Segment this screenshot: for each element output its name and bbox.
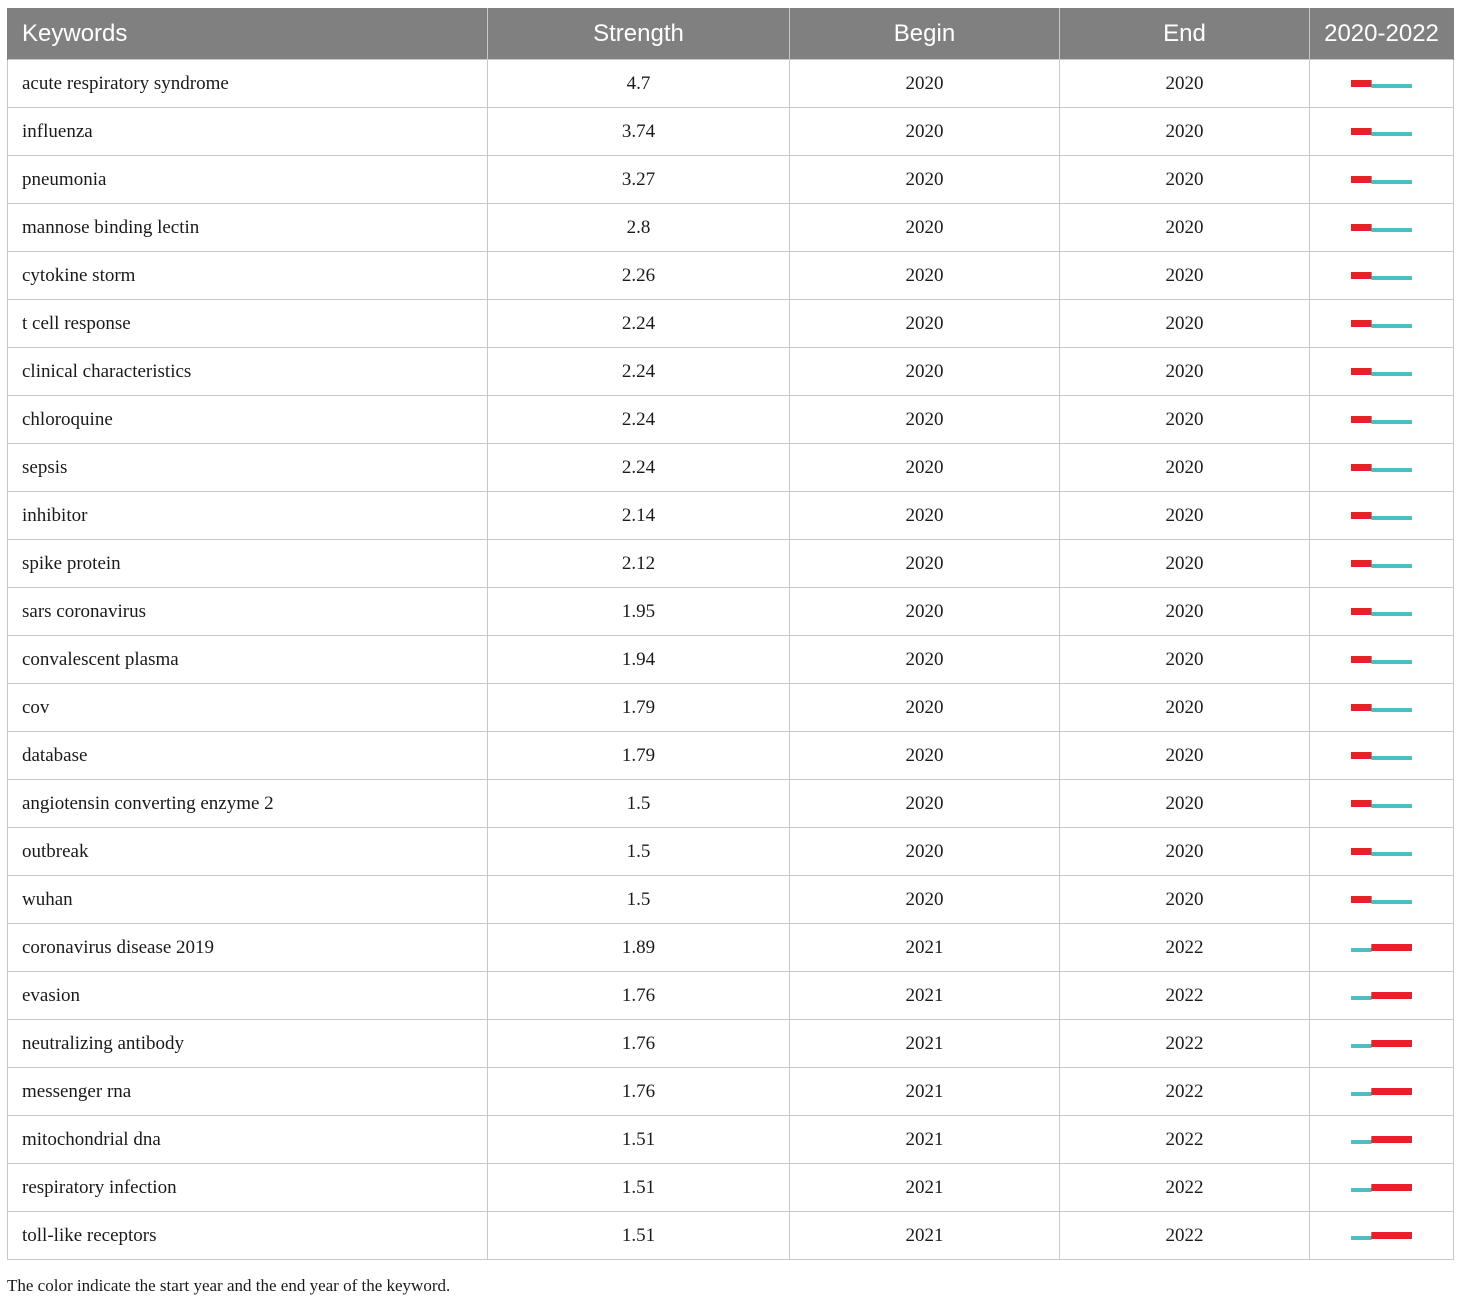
burst-timeline-cell: [1310, 108, 1454, 156]
burst-timeline-cell: [1310, 876, 1454, 924]
baseline-segment: [1392, 756, 1412, 760]
begin-year-cell: 2020: [790, 252, 1060, 300]
header-timeline: 2020-2022: [1310, 8, 1454, 60]
burst-timeline-bar: [1351, 990, 1412, 1002]
keyword-cell: t cell response: [8, 300, 488, 348]
baseline-segment: [1392, 852, 1412, 856]
end-year-cell: 2020: [1060, 108, 1310, 156]
end-year-cell: 2022: [1060, 1212, 1310, 1260]
burst-timeline-bar: [1351, 558, 1412, 570]
begin-year-cell: 2020: [790, 444, 1060, 492]
table-row: [8, 396, 1454, 444]
end-year-cell: 2020: [1060, 828, 1310, 876]
keyword-cell: cov: [8, 684, 488, 732]
begin-year-cell: 2020: [790, 684, 1060, 732]
header-row: [8, 8, 1454, 60]
table-row: [8, 108, 1454, 156]
begin-year-cell: 2020: [790, 492, 1060, 540]
burst-segment: [1392, 1088, 1412, 1095]
keyword-cell: evasion: [8, 972, 488, 1020]
keyword-cell: toll-like receptors: [8, 1212, 488, 1260]
baseline-segment: [1392, 900, 1412, 904]
burst-timeline-cell: [1310, 204, 1454, 252]
end-year-cell: 2020: [1060, 252, 1310, 300]
strength-cell: 2.24: [488, 300, 790, 348]
keyword-cell: spike protein: [8, 540, 488, 588]
begin-year-cell: 2020: [790, 780, 1060, 828]
table-row: [8, 300, 1454, 348]
table-row: [8, 732, 1454, 780]
burst-timeline-bar: [1351, 1182, 1412, 1194]
table-body: [8, 60, 1454, 1260]
burst-segment: [1351, 512, 1372, 519]
table-row: [8, 876, 1454, 924]
begin-year-cell: 2020: [790, 348, 1060, 396]
baseline-segment: [1392, 564, 1412, 568]
table-header: [8, 8, 1454, 60]
burst-timeline-cell: [1310, 540, 1454, 588]
keyword-burst-table: [7, 8, 1454, 1260]
end-year-cell: 2020: [1060, 156, 1310, 204]
end-year-cell: 2020: [1060, 396, 1310, 444]
header-begin: Begin: [790, 8, 1060, 60]
end-year-cell: 2022: [1060, 972, 1310, 1020]
strength-cell: 1.5: [488, 828, 790, 876]
begin-year-cell: 2020: [790, 300, 1060, 348]
burst-segment: [1351, 704, 1372, 711]
baseline-segment: [1392, 516, 1412, 520]
burst-segment: [1351, 176, 1372, 183]
strength-cell: 4.7: [488, 60, 790, 108]
baseline-segment: [1371, 132, 1392, 136]
begin-year-cell: 2020: [790, 156, 1060, 204]
baseline-segment: [1392, 612, 1412, 616]
burst-timeline-bar: [1351, 1134, 1412, 1146]
baseline-segment: [1392, 804, 1412, 808]
keyword-cell: sepsis: [8, 444, 488, 492]
burst-segment: [1392, 1232, 1412, 1239]
baseline-segment: [1351, 1188, 1372, 1192]
begin-year-cell: 2021: [790, 1116, 1060, 1164]
baseline-segment: [1371, 756, 1392, 760]
burst-segment: [1351, 464, 1372, 471]
burst-timeline-cell: [1310, 300, 1454, 348]
burst-timeline-cell: [1310, 828, 1454, 876]
baseline-segment: [1371, 228, 1392, 232]
burst-timeline-bar: [1351, 702, 1412, 714]
table-row: [8, 156, 1454, 204]
keyword-cell: convalescent plasma: [8, 636, 488, 684]
table-row: [8, 1212, 1454, 1260]
baseline-segment: [1392, 420, 1412, 424]
strength-cell: 1.5: [488, 876, 790, 924]
burst-timeline-bar: [1351, 1038, 1412, 1050]
keyword-cell: chloroquine: [8, 396, 488, 444]
keyword-cell: acute respiratory syndrome: [8, 60, 488, 108]
begin-year-cell: 2020: [790, 204, 1060, 252]
end-year-cell: 2020: [1060, 540, 1310, 588]
burst-timeline-cell: [1310, 396, 1454, 444]
begin-year-cell: 2020: [790, 732, 1060, 780]
burst-segment: [1351, 368, 1372, 375]
burst-segment: [1371, 1136, 1392, 1143]
baseline-segment: [1392, 84, 1412, 88]
burst-timeline-cell: [1310, 156, 1454, 204]
burst-timeline-cell: [1310, 1164, 1454, 1212]
baseline-segment: [1371, 516, 1392, 520]
strength-cell: 1.79: [488, 684, 790, 732]
keyword-cell: mannose binding lectin: [8, 204, 488, 252]
end-year-cell: 2022: [1060, 1020, 1310, 1068]
burst-timeline-cell: [1310, 972, 1454, 1020]
baseline-segment: [1371, 612, 1392, 616]
burst-timeline-bar: [1351, 414, 1412, 426]
begin-year-cell: 2021: [790, 1020, 1060, 1068]
baseline-segment: [1371, 468, 1392, 472]
table-row: [8, 924, 1454, 972]
burst-timeline-cell: [1310, 252, 1454, 300]
end-year-cell: 2020: [1060, 732, 1310, 780]
end-year-cell: 2020: [1060, 636, 1310, 684]
keyword-cell: coronavirus disease 2019: [8, 924, 488, 972]
burst-timeline-cell: [1310, 636, 1454, 684]
keyword-cell: respiratory infection: [8, 1164, 488, 1212]
keyword-cell: sars coronavirus: [8, 588, 488, 636]
burst-segment: [1371, 1232, 1392, 1239]
table-row: [8, 444, 1454, 492]
strength-cell: 2.12: [488, 540, 790, 588]
strength-cell: 2.24: [488, 396, 790, 444]
keyword-cell: clinical characteristics: [8, 348, 488, 396]
keyword-cell: outbreak: [8, 828, 488, 876]
end-year-cell: 2022: [1060, 924, 1310, 972]
burst-segment: [1351, 272, 1372, 279]
header-keywords: Keywords: [8, 8, 488, 60]
baseline-segment: [1371, 420, 1392, 424]
burst-segment: [1392, 992, 1412, 999]
table-row: [8, 1164, 1454, 1212]
begin-year-cell: 2020: [790, 828, 1060, 876]
keyword-cell: inhibitor: [8, 492, 488, 540]
strength-cell: 1.5: [488, 780, 790, 828]
strength-cell: 2.8: [488, 204, 790, 252]
keyword-cell: influenza: [8, 108, 488, 156]
table-row: [8, 60, 1454, 108]
table-row: [8, 972, 1454, 1020]
baseline-segment: [1392, 372, 1412, 376]
strength-cell: 1.79: [488, 732, 790, 780]
table-row: [8, 252, 1454, 300]
baseline-segment: [1371, 276, 1392, 280]
begin-year-cell: 2021: [790, 1068, 1060, 1116]
begin-year-cell: 2021: [790, 924, 1060, 972]
burst-timeline-cell: [1310, 588, 1454, 636]
table-row: [8, 492, 1454, 540]
burst-timeline-cell: [1310, 1020, 1454, 1068]
begin-year-cell: 2020: [790, 588, 1060, 636]
baseline-segment: [1351, 948, 1372, 952]
burst-timeline-bar: [1351, 894, 1412, 906]
burst-segment: [1351, 896, 1372, 903]
keyword-cell: pneumonia: [8, 156, 488, 204]
burst-segment: [1351, 560, 1372, 567]
end-year-cell: 2022: [1060, 1116, 1310, 1164]
begin-year-cell: 2020: [790, 540, 1060, 588]
burst-segment: [1351, 320, 1372, 327]
burst-timeline-bar: [1351, 654, 1412, 666]
burst-segment: [1351, 848, 1372, 855]
burst-segment: [1351, 608, 1372, 615]
keyword-cell: database: [8, 732, 488, 780]
burst-segment: [1351, 128, 1372, 135]
table-row: [8, 1020, 1454, 1068]
baseline-segment: [1371, 372, 1392, 376]
burst-segment: [1351, 80, 1372, 87]
burst-table-container: [7, 8, 1453, 1260]
keyword-cell: messenger rna: [8, 1068, 488, 1116]
baseline-segment: [1351, 1236, 1372, 1240]
burst-timeline-cell: [1310, 684, 1454, 732]
end-year-cell: 2020: [1060, 780, 1310, 828]
baseline-segment: [1371, 660, 1392, 664]
burst-timeline-bar: [1351, 750, 1412, 762]
end-year-cell: 2020: [1060, 876, 1310, 924]
table-row: [8, 588, 1454, 636]
keyword-cell: wuhan: [8, 876, 488, 924]
baseline-segment: [1392, 228, 1412, 232]
baseline-segment: [1392, 468, 1412, 472]
baseline-segment: [1392, 660, 1412, 664]
burst-segment: [1351, 416, 1372, 423]
burst-segment: [1371, 1184, 1392, 1191]
end-year-cell: 2020: [1060, 204, 1310, 252]
burst-timeline-bar: [1351, 174, 1412, 186]
baseline-segment: [1351, 1092, 1372, 1096]
strength-cell: 1.51: [488, 1212, 790, 1260]
burst-segment: [1392, 1040, 1412, 1047]
baseline-segment: [1371, 84, 1392, 88]
strength-cell: 2.24: [488, 444, 790, 492]
baseline-segment: [1351, 1044, 1372, 1048]
keyword-cell: mitochondrial dna: [8, 1116, 488, 1164]
baseline-segment: [1371, 324, 1392, 328]
burst-timeline-bar: [1351, 1230, 1412, 1242]
begin-year-cell: 2020: [790, 876, 1060, 924]
baseline-segment: [1392, 276, 1412, 280]
burst-timeline-cell: [1310, 1116, 1454, 1164]
burst-timeline-bar: [1351, 222, 1412, 234]
begin-year-cell: 2021: [790, 1212, 1060, 1260]
baseline-segment: [1351, 996, 1372, 1000]
strength-cell: 2.14: [488, 492, 790, 540]
table-row: [8, 204, 1454, 252]
end-year-cell: 2020: [1060, 588, 1310, 636]
strength-cell: 1.76: [488, 1020, 790, 1068]
burst-timeline-cell: [1310, 348, 1454, 396]
burst-timeline-bar: [1351, 318, 1412, 330]
table-caption: The color indicate the start year and the end year of the keyword.: [7, 1276, 451, 1295]
baseline-segment: [1351, 1140, 1372, 1144]
burst-segment: [1392, 1136, 1412, 1143]
header-strength: Strength: [488, 8, 790, 60]
keyword-cell: angiotensin converting enzyme 2: [8, 780, 488, 828]
strength-cell: 1.76: [488, 972, 790, 1020]
table-row: [8, 1116, 1454, 1164]
baseline-segment: [1392, 708, 1412, 712]
begin-year-cell: 2020: [790, 60, 1060, 108]
burst-segment: [1371, 992, 1392, 999]
baseline-segment: [1371, 804, 1392, 808]
header-end: End: [1060, 8, 1310, 60]
burst-timeline-cell: [1310, 60, 1454, 108]
burst-segment: [1371, 1088, 1392, 1095]
strength-cell: 2.26: [488, 252, 790, 300]
end-year-cell: 2020: [1060, 444, 1310, 492]
baseline-segment: [1371, 708, 1392, 712]
begin-year-cell: 2020: [790, 636, 1060, 684]
burst-segment: [1392, 1184, 1412, 1191]
burst-timeline-bar: [1351, 78, 1412, 90]
burst-timeline-bar: [1351, 1086, 1412, 1098]
burst-segment: [1392, 944, 1412, 951]
table-row: [8, 1068, 1454, 1116]
strength-cell: 2.24: [488, 348, 790, 396]
burst-timeline-bar: [1351, 462, 1412, 474]
strength-cell: 1.76: [488, 1068, 790, 1116]
burst-timeline-cell: [1310, 732, 1454, 780]
end-year-cell: 2020: [1060, 492, 1310, 540]
burst-timeline-bar: [1351, 846, 1412, 858]
burst-timeline-bar: [1351, 270, 1412, 282]
strength-cell: 3.27: [488, 156, 790, 204]
table-row: [8, 348, 1454, 396]
burst-segment: [1371, 944, 1392, 951]
end-year-cell: 2020: [1060, 60, 1310, 108]
burst-timeline-cell: [1310, 780, 1454, 828]
keyword-cell: cytokine storm: [8, 252, 488, 300]
keyword-cell: neutralizing antibody: [8, 1020, 488, 1068]
end-year-cell: 2020: [1060, 684, 1310, 732]
table-row: [8, 684, 1454, 732]
baseline-segment: [1371, 852, 1392, 856]
baseline-segment: [1392, 132, 1412, 136]
begin-year-cell: 2020: [790, 108, 1060, 156]
burst-segment: [1371, 1040, 1392, 1047]
baseline-segment: [1392, 324, 1412, 328]
strength-cell: 3.74: [488, 108, 790, 156]
baseline-segment: [1392, 180, 1412, 184]
burst-timeline-bar: [1351, 606, 1412, 618]
burst-timeline-cell: [1310, 1068, 1454, 1116]
end-year-cell: 2022: [1060, 1068, 1310, 1116]
begin-year-cell: 2020: [790, 396, 1060, 444]
end-year-cell: 2022: [1060, 1164, 1310, 1212]
baseline-segment: [1371, 180, 1392, 184]
burst-timeline-bar: [1351, 510, 1412, 522]
burst-timeline-cell: [1310, 924, 1454, 972]
burst-segment: [1351, 800, 1372, 807]
strength-cell: 1.89: [488, 924, 790, 972]
burst-timeline-cell: [1310, 1212, 1454, 1260]
burst-timeline-cell: [1310, 444, 1454, 492]
table-row: [8, 828, 1454, 876]
burst-timeline-bar: [1351, 942, 1412, 954]
table-row: [8, 540, 1454, 588]
burst-timeline-bar: [1351, 126, 1412, 138]
table-row: [8, 636, 1454, 684]
end-year-cell: 2020: [1060, 300, 1310, 348]
burst-segment: [1351, 656, 1372, 663]
strength-cell: 1.51: [488, 1116, 790, 1164]
begin-year-cell: 2021: [790, 1164, 1060, 1212]
baseline-segment: [1371, 900, 1392, 904]
end-year-cell: 2020: [1060, 348, 1310, 396]
burst-timeline-bar: [1351, 366, 1412, 378]
strength-cell: 1.95: [488, 588, 790, 636]
table-row: [8, 780, 1454, 828]
burst-segment: [1351, 752, 1372, 759]
strength-cell: 1.94: [488, 636, 790, 684]
burst-segment: [1351, 224, 1372, 231]
burst-timeline-bar: [1351, 798, 1412, 810]
burst-timeline-cell: [1310, 492, 1454, 540]
strength-cell: 1.51: [488, 1164, 790, 1212]
begin-year-cell: 2021: [790, 972, 1060, 1020]
baseline-segment: [1371, 564, 1392, 568]
